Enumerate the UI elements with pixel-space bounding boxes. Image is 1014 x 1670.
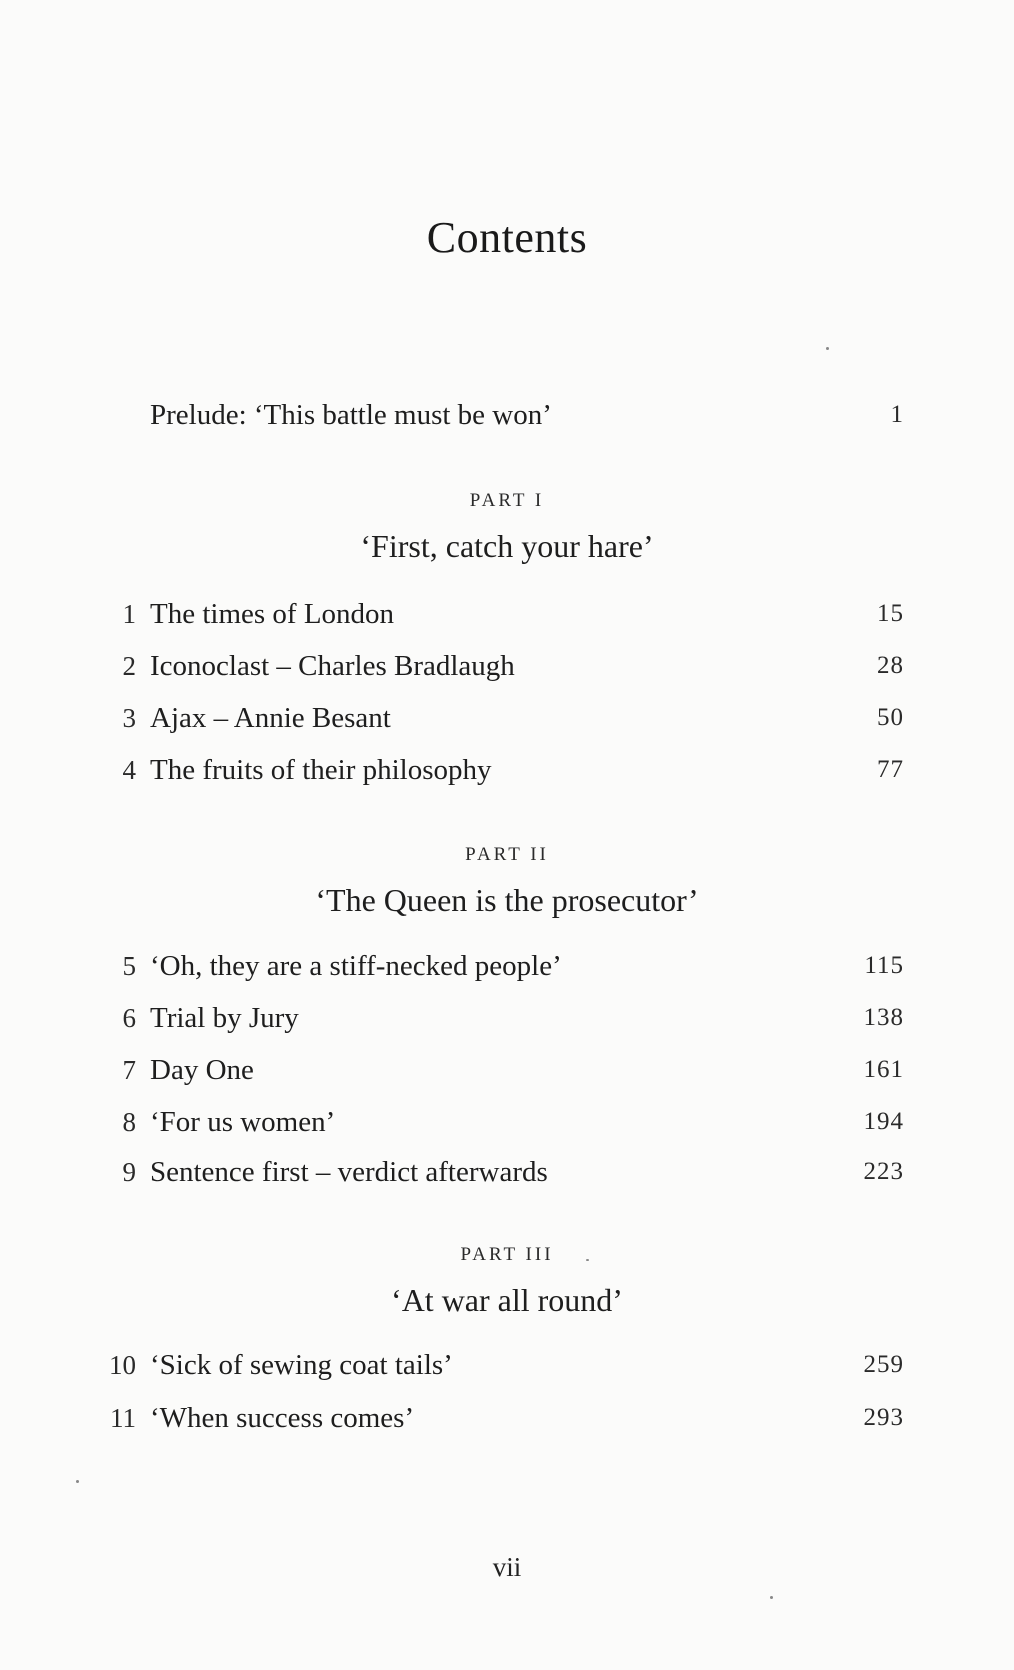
toc-entry — [0, 1152, 1014, 1196]
toc-entry-title: The fruits of their philosophy — [150, 754, 492, 786]
toc-entry-title: Iconoclast – Charles Bradlaugh — [150, 650, 515, 682]
toc-entry-number: 5 — [122, 951, 136, 981]
toc-entry-number: 1 — [122, 599, 136, 629]
scan-speck — [770, 1596, 773, 1599]
contents-heading: Contents — [426, 213, 588, 262]
toc-entry — [0, 594, 1014, 638]
toc-entry-page: 161 — [863, 1056, 904, 1083]
toc-entry-number: 11 — [110, 1403, 136, 1433]
toc-entry-page: 138 — [863, 1004, 904, 1031]
page-folio: vii — [492, 1552, 522, 1582]
toc-entry — [0, 750, 1014, 794]
scan-speck — [826, 347, 829, 350]
scan-speck — [76, 1480, 79, 1483]
toc-entry — [0, 1345, 1014, 1389]
toc-entry — [0, 998, 1014, 1042]
toc-entry-title: ‘Sick of sewing coat tails’ — [150, 1349, 453, 1381]
toc-entry-page: 223 — [863, 1158, 904, 1185]
toc-entry — [0, 698, 1014, 742]
toc-entry-page: 293 — [863, 1404, 904, 1431]
toc-entry-page: 1 — [890, 401, 904, 428]
toc-entry-page: 115 — [864, 952, 904, 979]
toc-entry — [0, 646, 1014, 690]
toc-entry-page: 77 — [877, 756, 904, 783]
toc-entry-page: 15 — [877, 600, 904, 627]
toc-entry-number: 10 — [109, 1350, 136, 1380]
part-label: PART I — [469, 490, 545, 511]
part-title: ‘The Queen is the prosecutor’ — [315, 882, 699, 918]
toc-entry-number: 4 — [122, 755, 136, 785]
toc-entry-title: ‘For us women’ — [150, 1106, 336, 1138]
scan-speck — [586, 1259, 589, 1261]
toc-entry-page: 50 — [877, 704, 904, 731]
toc-entry — [0, 1102, 1014, 1146]
toc-entry-title: ‘Oh, they are a stiff-necked people’ — [150, 950, 562, 982]
part-label: PART II — [465, 844, 549, 865]
toc-entry-number: 8 — [122, 1107, 136, 1137]
toc-entry-number: 3 — [122, 703, 136, 733]
toc-entry — [0, 1398, 1014, 1442]
toc-entry-prelude — [0, 395, 1014, 439]
toc-entry-title: ‘When success comes’ — [150, 1402, 415, 1434]
toc-entry — [0, 946, 1014, 990]
toc-entry-page: 194 — [863, 1108, 904, 1135]
toc-entry-number: 6 — [122, 1003, 136, 1033]
toc-entry-title: Sentence first – verdict afterwards — [150, 1156, 548, 1188]
toc-entry-number: 7 — [122, 1055, 136, 1085]
toc-entry-page: 259 — [863, 1351, 904, 1378]
part-label: PART III — [460, 1244, 554, 1265]
toc-entry-title: The times of London — [150, 598, 395, 630]
toc-entry — [0, 1050, 1014, 1094]
toc-entry-number: 2 — [122, 651, 136, 681]
toc-entry-title: Day One — [150, 1054, 254, 1086]
toc-entry-title: Ajax – Annie Besant — [150, 702, 391, 734]
toc-entry-title: Prelude: ‘This battle must be won’ — [150, 399, 552, 431]
toc-entry-page: 28 — [877, 652, 904, 679]
toc-entry-title: Trial by Jury — [150, 1002, 299, 1034]
toc-entry-number: 9 — [122, 1157, 136, 1187]
part-title: ‘First, catch your hare’ — [360, 528, 654, 564]
part-title: ‘At war all round’ — [391, 1282, 623, 1318]
